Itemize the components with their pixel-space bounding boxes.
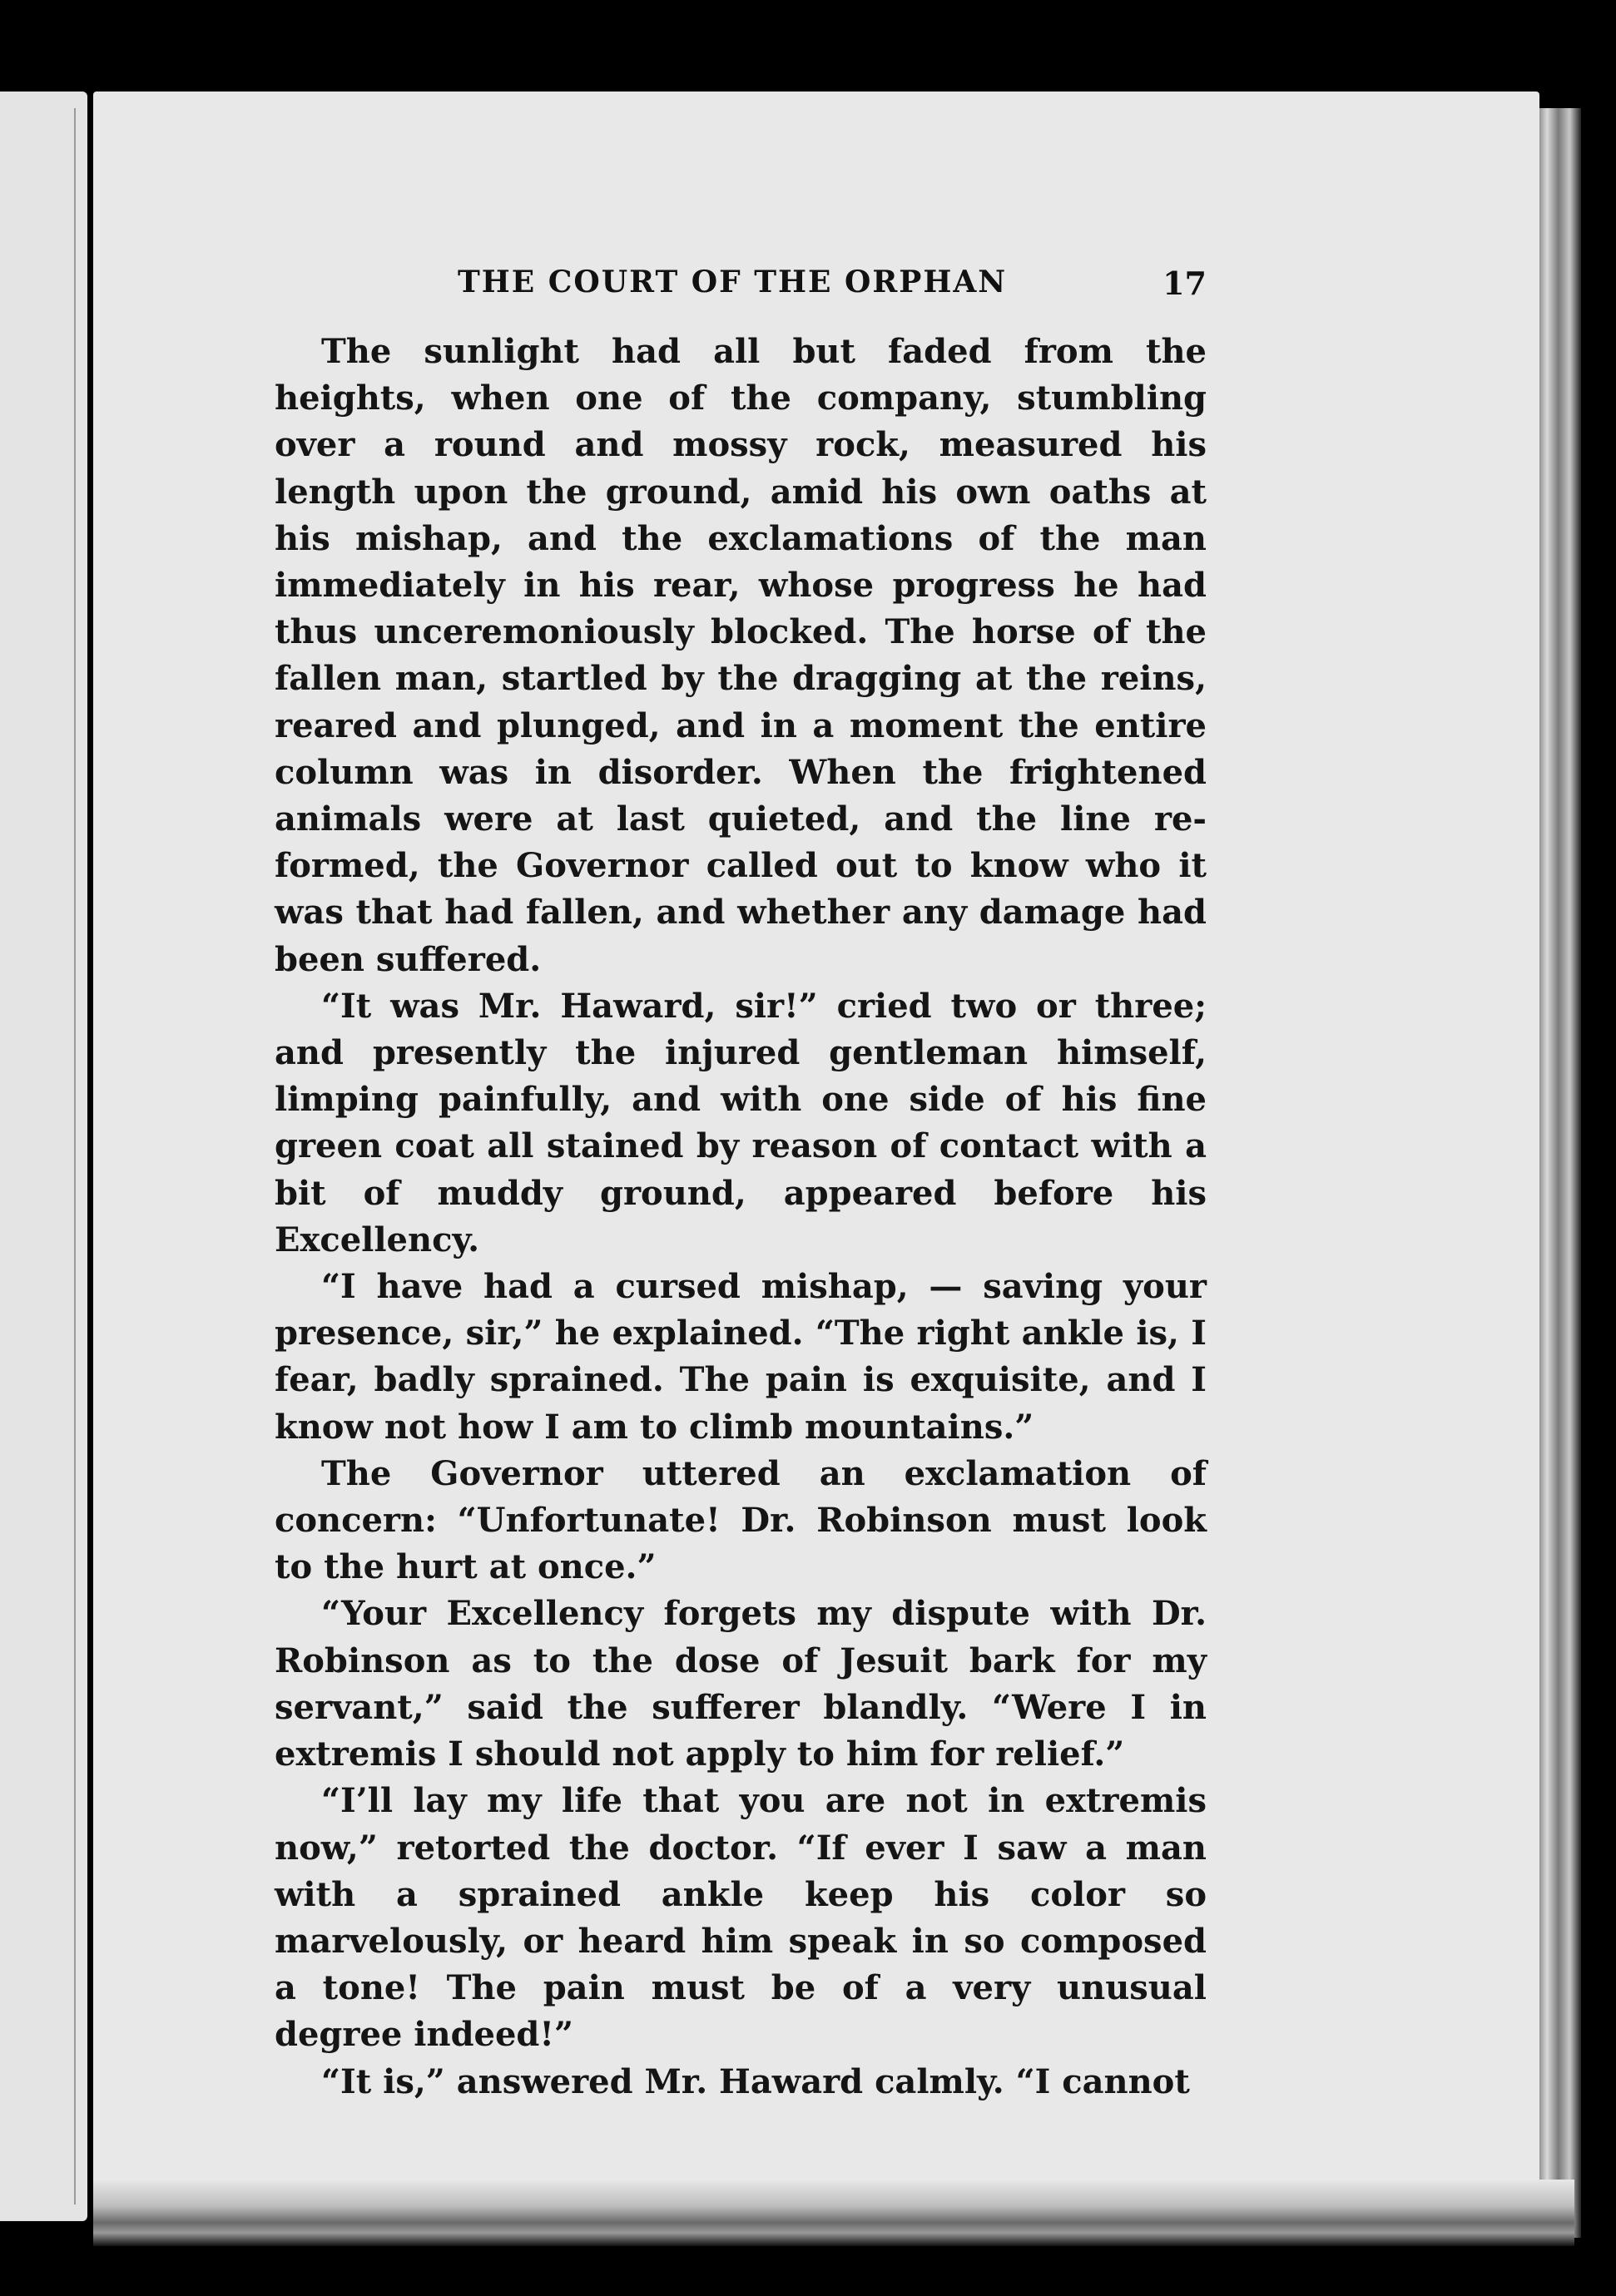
page-header (275, 265, 1207, 314)
paragraph: “Your Excellency forgets my dispute with Dr. Robinson as to the dose of Jesuit bark for my servant,” said the sufferer blandly. “Were I in extremis I should not apply to him for relief.” (275, 1594, 1207, 1774)
paragraph: “I have had a cursed mishap, — saving your presence, sir,” he explained. “The right ankle is, I fear, badly sprained. The pain is exquisite, and I know not how I am to climb mountains.” (275, 1267, 1207, 1447)
paragraph: “I’ll lay my life that you are not in extremis now,” retorted the doctor. “If ever I saw a man with a sprained ankle keep his color so marvelously, or heard him speak in so composed a tone! The pain must be of a very unusual degree indeed!” (275, 1781, 1207, 2055)
page-stack-bottom-edge (93, 2180, 1574, 2246)
running-head: THE COURT OF THE ORPHAN (458, 265, 1008, 299)
left-page-edge (0, 92, 87, 2221)
body-text (275, 329, 1207, 2105)
paragraph: The Governor uttered an exclamation of concern: “Unfortunate! Dr. Robinson must look to the hurt at once.” (275, 1453, 1207, 1587)
left-page-fold-line (74, 108, 76, 2204)
page-number: 17 (1162, 265, 1207, 302)
paragraph: “It is,” answered Mr. Haward calmly. “I cannot (321, 2061, 1190, 2101)
paragraph: The sunlight had all but faded from the heights, when one of the company, stumbling over a round and mossy rock, measured his length upon the ground, amid his own oaths at his mishap, and the exclamations of the man immediately in his rear, whose progress he had thus unceremoniously blocked. The horse of the fallen man, startled by the dragging at the reins, reared and plunged, and in a moment the entire column was in disorder. When the frightened animals were at last quieted, and the line re-formed, the Governor called out to know who it was that had fallen, and whether any damage had been suffered. (275, 332, 1207, 979)
paragraph: “It was Mr. Haward, sir!” cried two or three; and presently the injured gentleman himself, limping painfully, and with one side of his fine green coat all stained by reason of contact with a bit of muddy ground, appeared before his Excellency. (275, 986, 1207, 1259)
